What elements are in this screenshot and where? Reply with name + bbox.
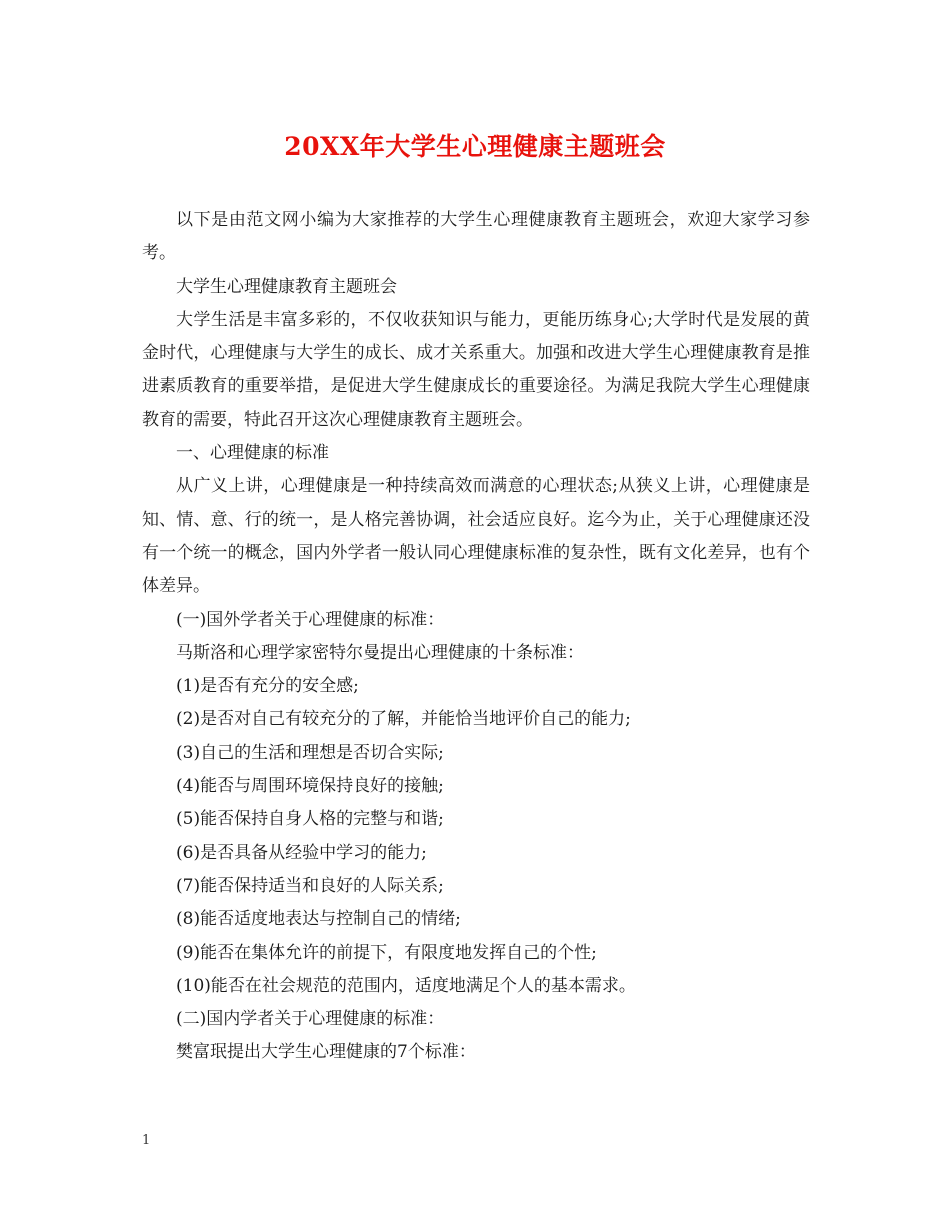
list-item: (8)能否适度地表达与控制自己的情绪;: [176, 909, 461, 930]
list-item: (3)自己的生活和理想是否切合实际;: [176, 742, 444, 763]
paragraph-definition: 从广义上讲，心理健康是一种持续高效而满意的心理状态;从狭义上讲，心理健康是知、情、意、行的统一，是人格完善协调，社会适应良好。迄今为止，关于心理健康还没有一个统一的概念，国内外学者一般认同心理健康标准的复杂性，既有文化差异，也有个体差异。: [142, 476, 810, 597]
paragraph-subtitle: 大学生心理健康教育主题班会: [176, 276, 397, 297]
paragraph-maslow: 马斯洛和心理学家密特尔曼提出心理健康的十条标准：: [176, 642, 584, 663]
page-number: 1: [142, 1133, 151, 1148]
subsection-heading-domestic: (二)国内学者关于心理健康的标准：: [176, 1009, 445, 1030]
list-item: (10)能否在社会规范的范围内，适度地满足个人的基本需求。: [176, 975, 636, 996]
section-heading-standards: 一、心理健康的标准: [176, 443, 329, 464]
list-item: (4)能否与周围环境保持良好的接触;: [176, 776, 444, 797]
list-item: (7)能否保持适当和良好的人际关系;: [176, 875, 444, 896]
list-item: (6)是否具备从经验中学习的能力;: [176, 842, 427, 863]
document-body: [142, 204, 810, 1070]
list-item: (2)是否对自己有较充分的了解，并能恰当地评价自己的能力;: [176, 709, 631, 730]
paragraph-intro: 以下是由范文网小编为大家推荐的大学生心理健康教育主题班会，欢迎大家学习参考。: [142, 210, 810, 264]
paragraph-background: 大学生活是丰富多彩的，不仅收获知识与能力，更能历练身心;大学时代是发展的黄金时代，心理健康与大学生的成长、成才关系重大。加强和改进大学生心理健康教育是推进素质教育的重要举措，是促进大学生健康成长的重要途径。为满足我院大学生心理健康教育的需要，特此召开这次心理健康教育主题班会。: [142, 309, 810, 430]
subsection-heading-foreign: (一)国外学者关于心理健康的标准：: [176, 609, 445, 630]
paragraph-fan-fumin: 樊富珉提出大学生心理健康的7个标准：: [176, 1042, 476, 1063]
list-item: (5)能否保持自身人格的完整与和谐;: [176, 809, 444, 830]
list-item: (1)是否有充分的安全感;: [176, 676, 359, 697]
list-item: (9)能否在集体允许的前提下，有限度地发挥自己的个性;: [176, 942, 597, 963]
document-title: 20XX年大学生心理健康主题班会: [284, 132, 666, 161]
